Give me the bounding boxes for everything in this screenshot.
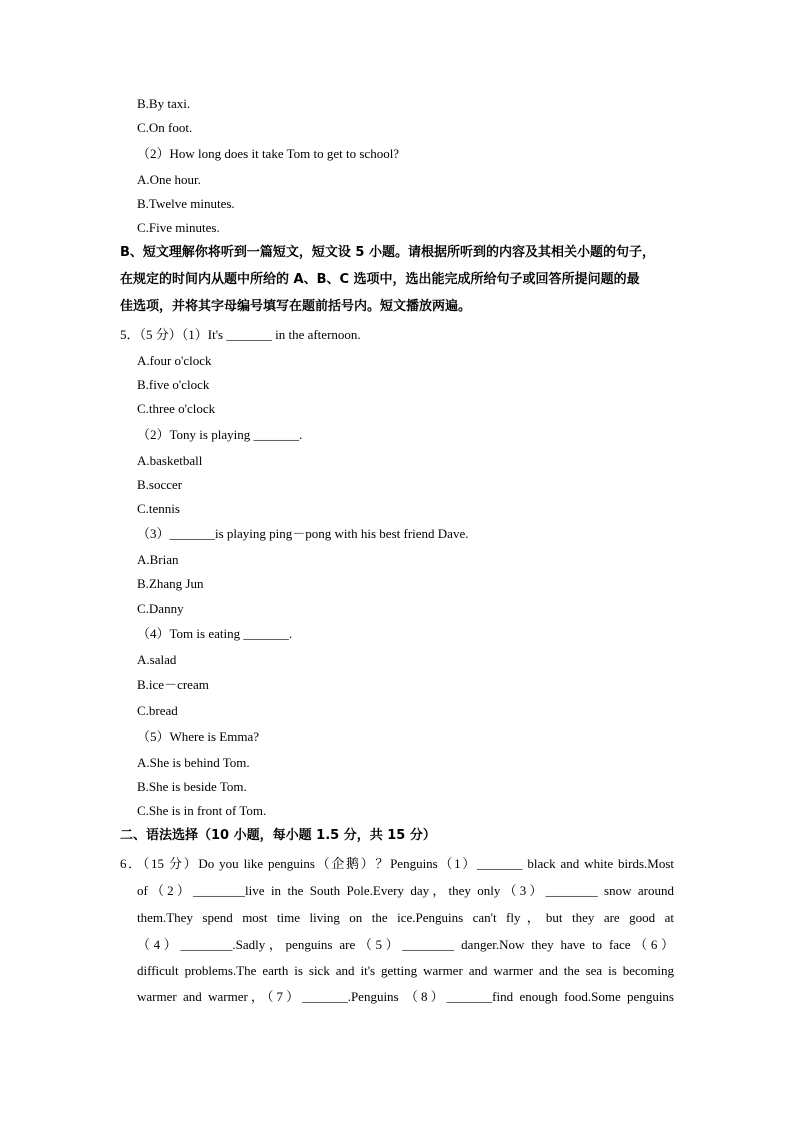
section-b-instruction: 在规定的时间内从题中所给的 A、B、C 选项中，选出能完成所给句子或回答所提问题的最 (120, 272, 640, 287)
option-line: C.Five minutes. (137, 220, 220, 235)
option-line: A.She is behind Tom. (137, 755, 250, 770)
option-line: B.By taxi. (137, 96, 191, 111)
option-line: B.five o'clock (137, 377, 210, 392)
sub-question: （2）Tony is playing _______. (137, 427, 303, 442)
question-6-line: of（2）________live in the South Pole.Every day，they only（3）________ snow around (137, 883, 674, 898)
section-2-heading: 二、语法选择（10 小题，每小题 1.5 分，共 15 分） (120, 828, 436, 843)
option-line: C.Danny (137, 601, 184, 616)
question-5: 5．（5 分）（1）It's _______ in the afternoon. (120, 327, 361, 342)
option-line: B.Zhang Jun (137, 576, 204, 591)
option-line: B.ice－cream (137, 677, 209, 692)
option-line: A.One hour. (137, 172, 201, 187)
option-line: C.On foot. (137, 120, 193, 135)
option-line: A.salad (137, 652, 177, 667)
question-6-line: difficult problems.The earth is sick and it's getting warmer and warmer and the sea is becoming (137, 963, 674, 978)
option-line: B.She is beside Tom. (137, 779, 247, 794)
option-line: B.Twelve minutes. (137, 196, 235, 211)
question-6-line: them.They spend most time living on the ice.Penguins can't fly，but they are good at (137, 910, 674, 925)
question-6-line: warmer and warmer，（7）_______.Penguins （8）_______find enough food.Some penguins (137, 989, 674, 1004)
option-line: A.Brian (137, 552, 179, 567)
option-line: C.bread (137, 703, 178, 718)
option-line: A.basketball (137, 453, 203, 468)
sub-question: （2）How long does it take Tom to get to school? (137, 146, 400, 161)
section-b-instruction: 佳选项，并将其字母编号填写在题前括号内。短文播放两遍。 (120, 299, 472, 314)
option-line: C.three o'clock (137, 401, 216, 416)
option-line: B.soccer (137, 477, 183, 492)
section-b-instruction: B、短文理解你将听到一篇短文，短文设 5 小题。请根据所听到的内容及其相关小题的句子， (120, 245, 656, 260)
option-line: A.four o'clock (137, 353, 212, 368)
sub-question: （4）Tom is eating _______. (137, 626, 293, 641)
sub-question: （5）Where is Emma? (137, 729, 260, 744)
option-line: C.She is in front of Tom. (137, 803, 267, 818)
question-6-line: 6．（15 分）Do you like penguins（企鹅）？Penguins（1）_______ black and white birds.Most (120, 856, 674, 871)
option-line: C.tennis (137, 501, 180, 516)
question-6-line: （4）________.Sadly，penguins are（5）________ danger.Now they have to face（6） (137, 937, 674, 952)
sub-question: （3）_______is playing ping－pong with his best friend Dave. (137, 526, 469, 541)
